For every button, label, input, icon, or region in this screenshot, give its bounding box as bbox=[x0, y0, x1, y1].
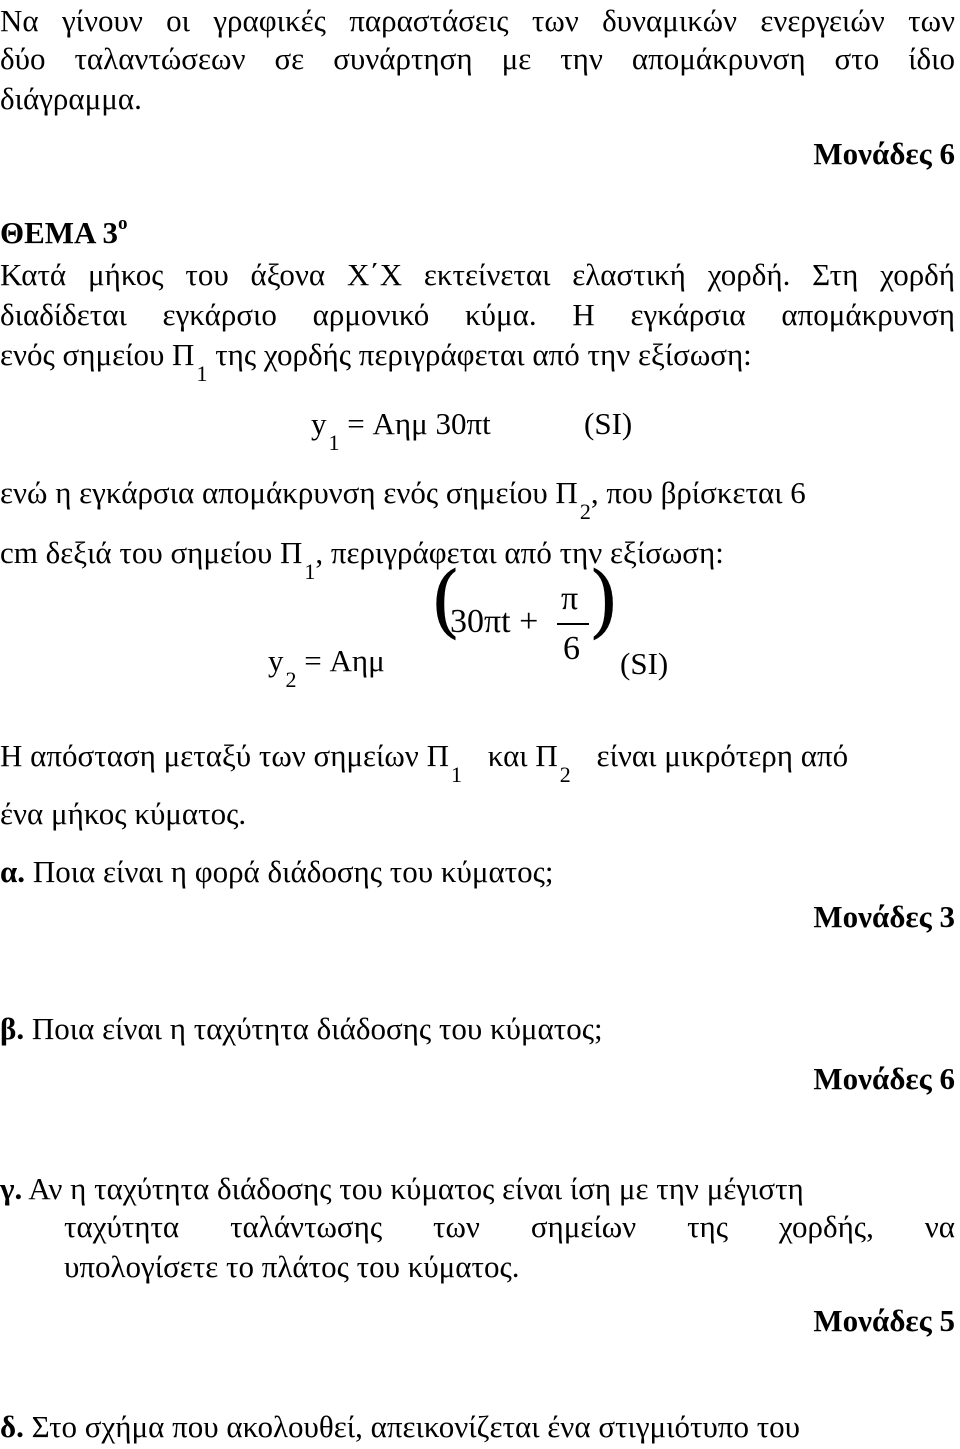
eq1-unit: (SI) bbox=[584, 406, 633, 441]
p2-line-2-b: , περιγράφεται από την εξίσωση: bbox=[315, 535, 724, 570]
eq2-left-paren: ( bbox=[430, 554, 462, 647]
p3-line-1-b: και Π bbox=[479, 738, 558, 773]
question-d-text: Στο σχήμα που ακολουθεί, απεικονίζεται ένα στιγμιότυπο του bbox=[23, 1409, 800, 1444]
p2-line-1-a: ενώ η εγκάρσια απομάκρυνση ενός σημείου Π bbox=[0, 475, 578, 510]
p3-line-1-sub2: 2 bbox=[559, 762, 571, 787]
question-d bbox=[0, 1408, 800, 1446]
eq2-numerator: π bbox=[561, 580, 579, 617]
eq1-rest: = Αημ 30πt bbox=[339, 406, 491, 441]
equation-2 bbox=[268, 642, 385, 692]
intro-line-1: Να γίνουν οι γραφικές παραστάσεις των δυναμικών ενεργειών των bbox=[0, 3, 955, 38]
p1-line-3 bbox=[0, 336, 752, 386]
question-c-text-1: Αν η ταχύτητα διάδοσης του κύματος είναι ίση με την μέγιστη bbox=[22, 1171, 804, 1206]
eq2-y: y bbox=[268, 643, 284, 678]
intro-marks: Μονάδες 6 bbox=[813, 136, 955, 171]
question-b-text: Ποια είναι η ταχύτητα διάδοσης του κύματος; bbox=[24, 1011, 603, 1046]
question-a-marks: Μονάδες 3 bbox=[813, 899, 955, 934]
p2-line-1-b: , που βρίσκεται 6 bbox=[590, 475, 806, 510]
p2-line-1-sub: 2 bbox=[579, 499, 591, 524]
question-a bbox=[0, 853, 554, 891]
eq2-unit: (SI) bbox=[620, 646, 669, 681]
intro-line-3: διάγραμμα. bbox=[0, 81, 142, 116]
eq2-sub: 2 bbox=[285, 667, 297, 692]
p3-line-1-sub1: 1 bbox=[450, 762, 462, 787]
question-c-line-1 bbox=[0, 1170, 955, 1208]
p1-line-3-b: της χορδής περιγράφεται από την εξίσωση: bbox=[207, 337, 752, 372]
p1-line-1: Κατά μήκος του άξονα Χ΄Χ εκτείνεται ελαστική χορδή. Στη χορδή bbox=[0, 257, 955, 292]
eq1-y: y bbox=[311, 406, 327, 441]
question-c-marks: Μονάδες 5 bbox=[813, 1303, 955, 1338]
question-b-marks: Μονάδες 6 bbox=[813, 1061, 955, 1096]
question-a-text: Ποια είναι η φορά διάδοσης του κύματος; bbox=[25, 854, 554, 889]
p1-line-2: διαδίδεται εγκάρσιο αρμονικό κύμα. Η εγκάρσια απομάκρυνση bbox=[0, 297, 955, 332]
p1-line-3-a: ενός σημείου Π bbox=[0, 337, 195, 372]
eq2-right-paren: ) bbox=[588, 554, 620, 647]
question-c-letter: γ. bbox=[0, 1171, 23, 1206]
theme-title-sup: ο bbox=[117, 213, 128, 234]
eq1-sub: 1 bbox=[328, 430, 340, 455]
intro-line-2: δύο ταλαντώσεων σε συνάρτηση με την απομάκρυνση στο ίδιο bbox=[0, 41, 955, 76]
eq2-fraction-bar bbox=[557, 623, 589, 625]
theme-title-text: ΘΕΜΑ 3 bbox=[0, 215, 118, 250]
question-b-letter: β. bbox=[0, 1011, 25, 1046]
p2-line-2-a: cm δεξιά του σημείου Π bbox=[0, 535, 303, 570]
eq2-denominator: 6 bbox=[563, 630, 580, 667]
p3-line-1-a: Η απόσταση μεταξύ των σημείων Π bbox=[0, 738, 449, 773]
question-c-line-3: υπολογίσετε το πλάτος του κύματος. bbox=[64, 1249, 520, 1284]
question-a-letter: α. bbox=[0, 854, 26, 889]
p2-line-2-sub: 1 bbox=[304, 559, 316, 584]
question-c-line-2: ταχύτητα ταλάντωσης των σημείων της χορδής, να bbox=[64, 1209, 955, 1244]
p1-line-3-sub: 1 bbox=[196, 361, 208, 386]
p3-line-1 bbox=[0, 737, 955, 787]
question-b bbox=[0, 1010, 603, 1048]
eq2-rest: = Αημ bbox=[296, 643, 385, 678]
p3-line-2: ένα μήκος κύματος. bbox=[0, 796, 247, 831]
p2-line-1 bbox=[0, 474, 955, 524]
theme-title bbox=[0, 214, 127, 257]
p3-line-1-c: είναι μικρότερη από bbox=[588, 738, 849, 773]
equation-1 bbox=[311, 405, 491, 455]
question-d-letter: δ. bbox=[0, 1409, 24, 1444]
eq2-arg: 30πt + bbox=[450, 603, 539, 640]
